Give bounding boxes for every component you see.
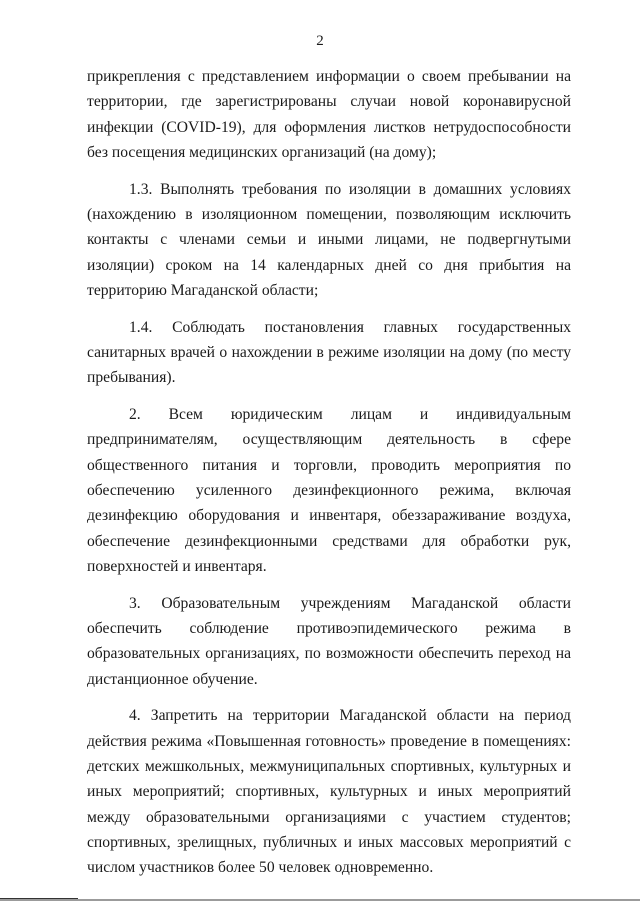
paragraph-3: 3. Образовательным учреждениям Магаданской области обеспечить соблюдение противоэпидемического режима в образовательных организациях, по возможности обеспечить переход на дистанционное обучение. <box>87 594 571 688</box>
paragraph-continuation: прикрепления с представлением информации о своем пребывании на территории, где зарегистрированы случаи новой коронавирусной инфекции (COVID-19), для оформления листков нетрудоспособности без посещения медицинских организаций (на дому); <box>87 68 571 161</box>
document-body <box>87 64 571 880</box>
scan-bottom-edge <box>0 899 640 901</box>
paragraph-4: 4. Запретить на территории Магаданской области на период действия режима «Повышенная готовность» проведение в помещениях: детских межшкольных, межмуниципальных спортивных, культурных и иных мероприятий; спортивных, культурных и иных мероприятий между образовательными организациями с участием студентов; спортивных, зрелищных, публичных и иных массовых мероприятий с числом участников более 50 человек одновременно. <box>87 707 571 877</box>
page-number: 2 <box>316 33 324 49</box>
paragraph-1-4: 1.4. Соблюдать постановления главных государственных санитарных врачей о нахождении в режиме изоляции на дому (по месту пребывания). <box>87 318 571 387</box>
paragraph-1-3: 1.3. Выполнять требования по изоляции в домашних условиях (нахождению в изоляционном помещении, позволяющим исключить контакты с членами семьи и иными лицами, не подвергнутыми изоляции) сроком на 14 календарных дней со дня прибытия на территорию Магаданской области; <box>87 180 571 299</box>
paragraph-2: 2. Всем юридическим лицам и индивидуальным предпринимателям, осуществляющим деятельность в сфере общественного питания и торговли, проводить мероприятия по обеспечению усиленного дезинфекционного режима, включая дезинфекцию оборудования и инвентаря, обеззараживание воздуха, обеспечение дезинфекционными средствами для обработки рук, поверхностей и инвентаря. <box>87 406 571 575</box>
